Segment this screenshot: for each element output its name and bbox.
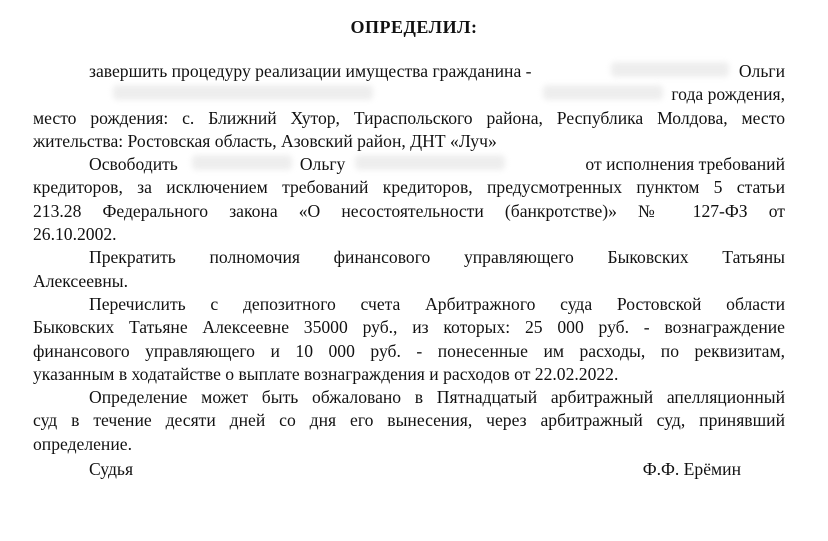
redacted-surname bbox=[611, 62, 729, 77]
text-segment: от исполнения требований bbox=[585, 154, 785, 175]
paragraph-line: место рождения: с. Ближний Хутор, Тираспольского района, Республика Молдова, место bbox=[33, 107, 785, 128]
redacted-surname bbox=[192, 155, 292, 170]
paragraph-appeal bbox=[33, 386, 785, 456]
paragraph-line bbox=[33, 83, 785, 106]
signature-block bbox=[33, 459, 741, 480]
paragraph-line: Алексеевны. bbox=[33, 270, 128, 291]
signer-role: Судья bbox=[89, 459, 134, 479]
paragraph-terminate-powers bbox=[33, 246, 785, 293]
paragraph-transfer-funds bbox=[33, 293, 785, 386]
paragraph-line: 26.10.2002. bbox=[33, 224, 117, 245]
paragraph-line: жительства: Ростовская область, Азовский район, ДНТ «Луч» bbox=[33, 130, 497, 151]
paragraph-line: указанным в ходатайстве о выплате вознаграждения и расходов от 22.02.2022. bbox=[33, 363, 619, 384]
paragraph-completion bbox=[33, 60, 785, 153]
paragraph-line: определение. bbox=[33, 433, 132, 454]
text-segment: года рождения, bbox=[671, 84, 785, 105]
paragraph-line: Определение может быть обжаловано в Пятнадцатый арбитражный апелляционный bbox=[89, 387, 785, 408]
redacted-birth-date bbox=[543, 85, 663, 100]
paragraph-release bbox=[33, 153, 785, 246]
paragraph-line: Прекратить полномочия финансового управляющего Быковских Татьяны bbox=[89, 247, 785, 268]
redacted-patronymic bbox=[355, 155, 505, 170]
paragraph-line bbox=[33, 153, 785, 176]
document-heading: ОПРЕДЕЛИЛ: bbox=[350, 17, 478, 37]
document-body bbox=[33, 60, 785, 456]
paragraph-line bbox=[33, 60, 785, 83]
redacted-patronymic bbox=[113, 85, 373, 100]
paragraph-line: Перечислить с депозитного счета Арбитражного суда Ростовской области bbox=[89, 293, 785, 314]
signer-name: Ф.Ф. Ерёмин bbox=[642, 459, 741, 479]
text-segment: Ольгу bbox=[299, 154, 346, 175]
text-segment: завершить процедуру реализации имущества гражданина - bbox=[89, 61, 532, 81]
paragraph-line: суд в течение десяти дней со дня его вынесения, через арбитражный суд, принявший bbox=[33, 410, 785, 431]
paragraph-line: финансового управляющего и 10 000 руб. - понесенные им расходы, по реквизитам, bbox=[33, 340, 785, 361]
text-segment: Освободить bbox=[89, 154, 178, 175]
paragraph-line: кредиторов, за исключением требований кредиторов, предусмотренных пунктом 5 статьи bbox=[33, 177, 785, 198]
paragraph-line: 213.28 Федерального закона «О несостоятельности (банкротстве)» № 127-ФЗ от bbox=[33, 200, 785, 221]
paragraph-line: Быковских Татьяне Алексеевне 35000 руб., из которых: 25 000 руб. - вознаграждение bbox=[33, 317, 785, 338]
text-segment: Ольги bbox=[738, 61, 785, 81]
